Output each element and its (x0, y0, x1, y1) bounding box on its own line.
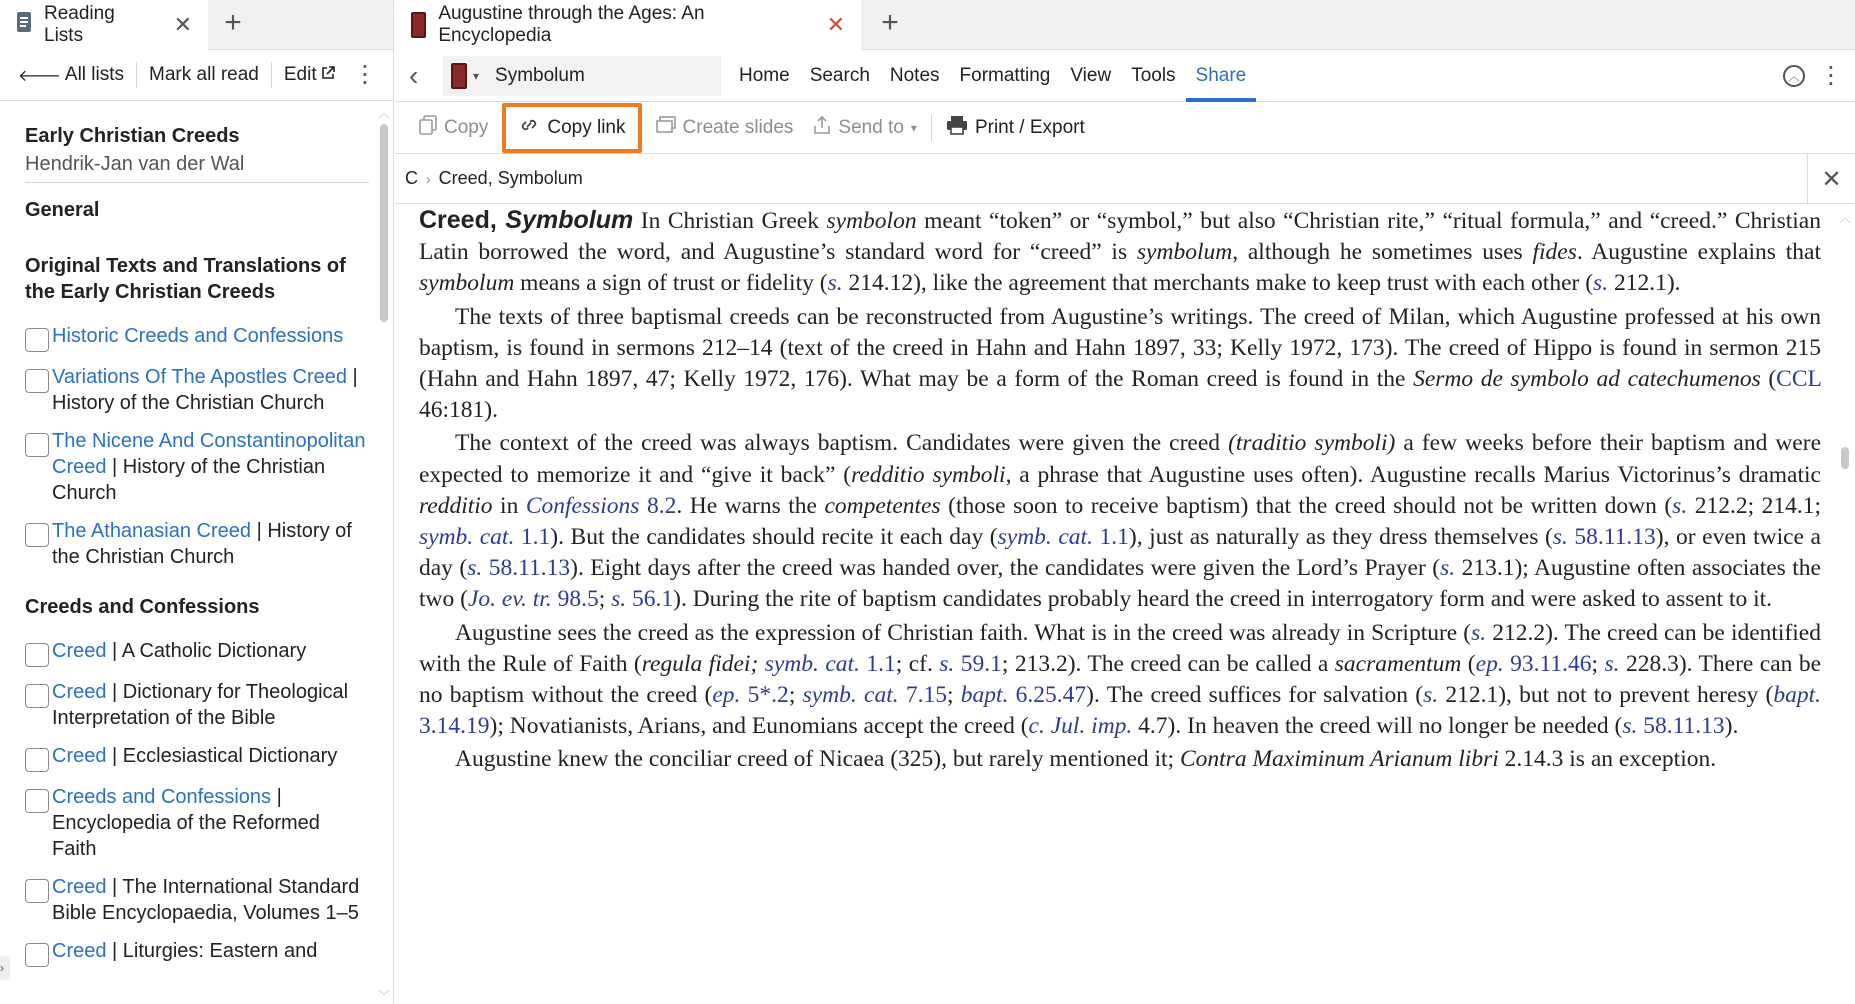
reading-list-content (0, 102, 375, 1004)
breadcrumb (395, 154, 1855, 204)
reference-link[interactable]: Jo. ev. tr. 98.5 (467, 586, 599, 613)
all-lists-button[interactable]: 🡐 All lists (18, 64, 125, 85)
scroll-up-icon[interactable]: ︿ (1839, 211, 1852, 225)
breadcrumb-separator-icon: › (426, 170, 431, 187)
copy-icon (419, 115, 437, 140)
reference-link[interactable]: s. 59.1 (939, 650, 1002, 677)
send-to-button[interactable]: Send to ▾ (803, 108, 927, 148)
item-link[interactable]: Creed (52, 745, 107, 767)
reading-lists-pane (0, 0, 394, 1004)
reading-list-icon (16, 11, 32, 39)
edit-button[interactable]: Edit (272, 64, 347, 86)
slides-icon (656, 116, 676, 139)
reference-link[interactable]: symb. cat. 1.1 (419, 524, 551, 551)
book-cover-icon (451, 63, 467, 89)
breadcrumb-letter[interactable]: C (405, 168, 418, 188)
reference-link[interactable]: ep. 5*.2 (712, 682, 789, 709)
tab-label: Augustine through the Ages: An Encyclopedia (438, 3, 705, 46)
close-icon[interactable]: ✕ (173, 12, 192, 37)
scrollbar-thumb[interactable] (1841, 447, 1849, 469)
item-link[interactable]: Creed (52, 940, 107, 962)
list-item: Creed | A Catholic Dictionary (25, 638, 375, 667)
reference-link[interactable]: s. (827, 270, 843, 297)
resource-picker-label: Symbolum (495, 64, 585, 86)
reference-link[interactable]: symb. cat. 1.1 (997, 524, 1129, 551)
item-checkbox[interactable] (25, 684, 49, 708)
resource-picker[interactable] (443, 56, 721, 96)
tab-reading-lists[interactable] (0, 0, 208, 50)
mark-all-read-button[interactable]: Mark all read (149, 64, 259, 85)
reference-link[interactable]: s. (1604, 650, 1620, 677)
menu-notes[interactable]: Notes (889, 64, 940, 86)
item-checkbox[interactable] (25, 433, 49, 457)
headword: Creed, Symbolum (419, 206, 634, 234)
reference-link[interactable]: s. (1423, 682, 1439, 709)
item-checkbox[interactable] (25, 943, 49, 967)
section-general: General (25, 199, 100, 221)
paragraph: Creed, Symbolum In Christian Greek symbolon meant “token” or “symbol,” but also “Christian rite,” “ritual formula,” and “creed.” Christian Latin borrowed the word, and Augustine’s standard word for “creed” is symbolum, although he sometimes uses fides. Augustine explains that symbolum means a sign of trust or fidelity (s. 214.12), like the agreement that merchants make to keep trust with each other (s. 212.1). (419, 206, 1821, 297)
item-link[interactable]: Variations Of The Apostles Creed (52, 366, 347, 388)
paragraph: Augustine sees the creed as the expression of Christian faith. What is in the creed was already in Scripture (s. 212.2). The creed can be identified with the Rule of Faith (regula fidei; symb. cat. 1.1; cf. s. 59.1; 213.2). The creed can be called a sacramentum (ep. 93.11.46; s. 228.3). There can be no baptism without the creed (ep. 5*.2; symb. cat. 7.15; bapt. 6.25.47). The creed suffices for salvation (s. 212.1), but not to prevent heresy (bapt. 3.14.19); Novatianists, Arians, and Eunomians accept the creed (c. Jul. imp. 4.7). In heaven the creed will no longer be needed (s. 58.11.13). (419, 619, 1821, 740)
more-options-icon[interactable]: ⋮ (1819, 61, 1843, 89)
item-link[interactable]: Creeds and Confessions (52, 786, 272, 808)
item-link[interactable]: The Nicene And Constantinopolitan Creed (52, 430, 366, 478)
reading-list-author: Hendrik-Jan van der Wal (25, 150, 369, 183)
paragraph: The context of the creed was always baptism. Candidates were given the creed (traditio symboli) a few weeks before their baptism and were expected to memorize it and “give it back” (redditio symboli, a phrase that Augustine uses often). Augustine recalls Marius Victorinus’s dramatic redditio in Confessions 8.2. He warns the competentes (those soon to receive baptism) that the creed should not be written down (s. 212.2; 214.1; symb. cat. 1.1). But the candidates should recite it each day (symb. cat. 1.1), just as naturally as they dress themselves (s. 58.11.13), or even twice a day (s. 58.11.13). Eight days after the creed was handed over, the candidates were given the Lord’s Prayer (s. 213.1); Augustine often associates the two (Jo. ev. tr. 98.5; s. 56.1). During the rite of baptism candidates probably heard the creed in interrogatory form and were asked to assent to it. (419, 430, 1821, 613)
reference-link[interactable]: symb. cat. 7.15 (802, 682, 947, 709)
chevron-down-icon: ▾ (473, 68, 480, 83)
list-item: The Nicene And Constantinopolitan Creed | History of the Christian Church (25, 428, 375, 506)
add-tab-button[interactable]: + (224, 6, 242, 39)
close-icon[interactable]: ✕ (1807, 154, 1855, 204)
reference-link[interactable]: s. (1593, 270, 1609, 297)
close-icon[interactable]: ✕ (826, 12, 845, 37)
breadcrumb-entry[interactable]: Creed, Symbolum (438, 168, 583, 188)
list-item: Variations Of The Apostles Creed | History of the Christian Church (25, 364, 375, 416)
item-checkbox[interactable] (25, 789, 49, 813)
reading-list-scrollbar[interactable] (375, 102, 393, 1004)
left-tabbar (0, 0, 393, 50)
tab-label: Reading Lists (44, 3, 115, 46)
printer-icon (946, 115, 968, 140)
divider (931, 115, 932, 141)
item-checkbox[interactable] (25, 523, 49, 547)
tab-resource[interactable] (395, 0, 861, 50)
list-item: Creed | Dictionary for Theological Interpretation of the Bible (25, 679, 375, 731)
resource-pane (395, 0, 1855, 1004)
reading-list-title: Early Christian Creeds (25, 125, 240, 147)
article-scrollbar[interactable] (1835, 205, 1855, 1004)
collapse-up-icon[interactable]: ︿ (1783, 65, 1805, 87)
scroll-down-icon[interactable]: ﹀ (378, 989, 391, 1003)
article-body (419, 205, 1821, 1004)
reference-link[interactable]: bapt. 3.14.19 (419, 682, 1821, 740)
reference-link[interactable]: s. 58.11.13 (1552, 524, 1656, 551)
paragraph: The texts of three baptismal creeds can be reconstructed from Augustine’s writings. The creed of Milan, which Augustine professed at his own baptism, is found in sermons 212–14 (text of the creed in Hahn and Hahn 1897, 33; Kelly 1972, 173). The creed of Hippo is found in sermon 215 (Hahn and Hahn 1897, 47; Kelly 1972, 176). What may be a form of the Roman creed is found in the Sermo de symbolo ad catechumenos (CCL 46:181). (419, 303, 1821, 424)
item-link[interactable]: Creed (52, 681, 107, 703)
resource-nav (395, 50, 1855, 102)
scroll-up-icon[interactable]: ︿ (378, 106, 391, 120)
item-link[interactable]: Creed (52, 640, 107, 662)
menu-share[interactable]: Share (1186, 50, 1257, 102)
reference-link[interactable]: symb. cat. 1.1 (764, 650, 896, 677)
expand-panel-handle[interactable]: › (0, 956, 10, 980)
section-heading: Creeds and Confessions (25, 596, 260, 618)
arrow-left-icon: 🡐 (18, 67, 61, 85)
copy-link-button[interactable]: Copy link (502, 103, 641, 153)
reference-link[interactable]: ep. 93.11.46 (1475, 650, 1592, 677)
item-checkbox[interactable] (25, 879, 49, 903)
menu-home[interactable]: Home (739, 64, 790, 86)
reference-link[interactable]: s. 58.11.13 (467, 555, 571, 582)
upload-icon (813, 115, 831, 140)
reference-link[interactable]: c. Jul. imp. (1028, 713, 1133, 740)
scrollbar-thumb[interactable] (380, 124, 388, 322)
right-tabbar (395, 0, 1855, 50)
more-options-icon[interactable]: ⋮ (353, 61, 377, 88)
create-slides-button[interactable]: Create slides (646, 108, 804, 148)
item-checkbox[interactable] (25, 748, 49, 772)
reference-link[interactable]: s. (1471, 619, 1487, 646)
print-export-button[interactable]: Print / Export (936, 108, 1095, 148)
chevron-down-icon: ▾ (910, 120, 917, 135)
reference-link[interactable]: s. 58.11.13 (1622, 713, 1725, 740)
menu-formatting[interactable]: Formatting (959, 64, 1051, 86)
add-tab-button[interactable]: + (881, 6, 899, 39)
paragraph: Augustine knew the conciliar creed of Nicaea (325), but rarely mentioned it; Contra Maximinum Arianum libri 2.14.3 is an exception. (455, 746, 1717, 773)
list-item: Creeds and Confessions | Encyclopedia of the Reformed Faith (25, 784, 375, 862)
menu-view[interactable]: View (1070, 64, 1112, 86)
menu-search[interactable]: Search (809, 64, 870, 86)
reference-link[interactable]: s. (1672, 492, 1688, 519)
reference-link[interactable]: s. 56.1 (611, 586, 674, 613)
reference-link[interactable]: bapt. 6.25.47 (960, 682, 1087, 709)
item-checkbox[interactable] (25, 643, 49, 667)
item-link[interactable]: The Athanasian Creed (52, 520, 252, 542)
external-link-icon (321, 64, 335, 86)
nav-right-controls (1783, 61, 1843, 89)
list-item: Creed | The International Standard Bible Encyclopaedia, Volumes 1–5 (25, 874, 375, 926)
share-actions (395, 102, 1855, 154)
menu-tools[interactable]: Tools (1131, 64, 1176, 86)
back-chevron-icon[interactable]: ‹ (409, 59, 419, 91)
section-heading: Original Texts and Translations of the Early Christian Creeds (25, 255, 346, 303)
list-item: Creed | Ecclesiastical Dictionary (25, 743, 375, 772)
list-item: The Athanasian Creed | History of the Christian Church (25, 518, 375, 570)
item-checkbox[interactable] (25, 328, 49, 352)
list-item (25, 323, 375, 352)
link-icon (518, 115, 540, 140)
item-link[interactable]: Creed (52, 876, 107, 898)
item-checkbox[interactable] (25, 369, 49, 393)
reference-link[interactable]: CCL (1776, 366, 1821, 393)
reference-link[interactable]: Confessions 8.2 (525, 492, 677, 519)
item-link[interactable]: Historic Creeds and Confessions (52, 325, 344, 347)
reading-list-toolbar (0, 50, 393, 101)
reference-link[interactable]: s. (1440, 555, 1456, 582)
list-item: Creed | Liturgies: Eastern and (25, 938, 375, 967)
book-cover-icon (411, 12, 426, 38)
copy-button[interactable]: Copy (409, 108, 498, 148)
